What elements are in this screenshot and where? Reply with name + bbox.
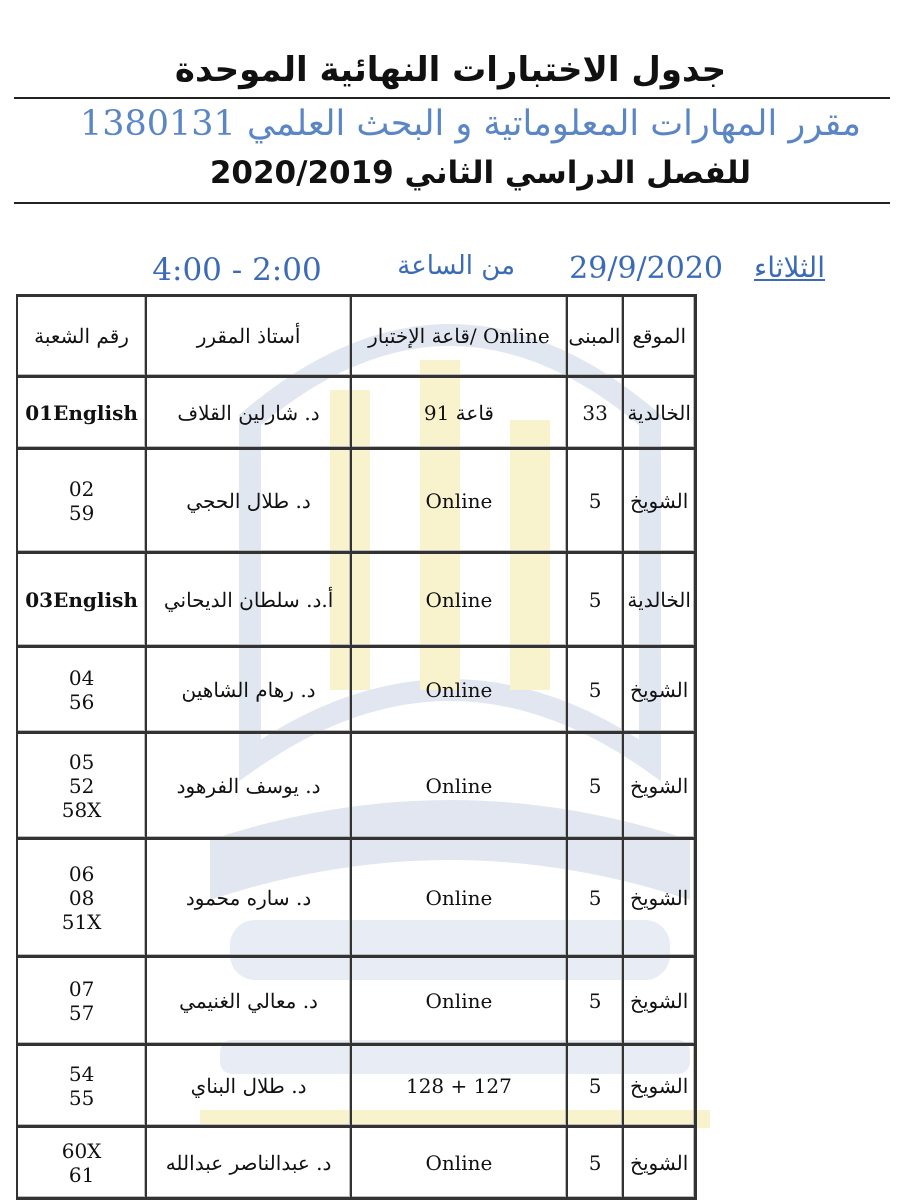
room-cell: Online: [350, 1128, 566, 1200]
building-cell: 5: [566, 1128, 623, 1200]
table-row: [16, 1046, 694, 1128]
header-building: المبنى: [566, 297, 623, 378]
building-cell: 5: [566, 734, 623, 840]
table-row: [16, 958, 694, 1046]
section-cell: 07 57: [16, 958, 145, 1046]
location-cell: الشويخ: [622, 450, 694, 554]
building-cell: 5: [566, 1046, 623, 1128]
header-room: Online /قاعة الإختبار: [350, 297, 566, 378]
instructor-cell: د. طلال البناي: [145, 1046, 350, 1128]
section-cell: 03English: [16, 554, 145, 648]
table-row: [16, 450, 694, 554]
building-cell: 5: [566, 958, 623, 1046]
instructor-cell: د. ساره محمود: [145, 840, 350, 958]
section-cell: 02 59: [16, 450, 145, 554]
building-cell: 5: [566, 450, 623, 554]
exam-schedule-table: [16, 294, 697, 1200]
location-cell: الشويخ: [622, 1046, 694, 1128]
instructor-cell: د. معالي الغنيمي: [145, 958, 350, 1046]
location-cell: الشويخ: [622, 958, 694, 1046]
room-cell: Online: [350, 958, 566, 1046]
exam-time: 4:00 - 2:00: [128, 251, 346, 297]
room-cell: Online: [350, 554, 566, 648]
section-cell: 54 55: [16, 1046, 145, 1128]
table-header-row: [16, 297, 694, 378]
building-cell: 33: [566, 378, 623, 450]
location-cell: الشويخ: [622, 840, 694, 958]
table-row: [16, 554, 694, 648]
course-name: مقرر المهارات المعلوماتية و البحث العلمي 1380131: [79, 104, 861, 144]
location-cell: الخالدية: [622, 554, 694, 648]
instructor-cell: أ.د. سلطان الديحاني: [145, 554, 350, 648]
room-cell: قاعة 91: [350, 378, 566, 450]
header-location: الموقع: [622, 297, 694, 378]
table-row: [16, 648, 694, 734]
exam-day: الثلاثاء: [754, 251, 825, 284]
section-cell: 05 52 58X: [16, 734, 145, 840]
header-divider: [14, 202, 890, 204]
semester-label: للفصل الدراسي الثاني 2020/2019: [209, 155, 751, 191]
section-cell: 60X 61: [16, 1128, 145, 1200]
room-cell: Online: [350, 840, 566, 958]
instructor-cell: د. يوسف الفرهود: [145, 734, 350, 840]
section-cell: 04 56: [16, 648, 145, 734]
instructor-cell: د. رهام الشاهين: [145, 648, 350, 734]
location-cell: الشويخ: [622, 648, 694, 734]
header-section: رقم الشعبة: [16, 297, 145, 378]
page-title: جدول الاختبارات النهائية الموحدة: [174, 50, 727, 90]
table-row: [16, 840, 694, 958]
room-cell: 127 + 128: [350, 1046, 566, 1128]
table-row: [16, 378, 694, 450]
section-cell: 01English: [16, 378, 145, 450]
section-cell: 06 08 51X: [16, 840, 145, 958]
room-cell: Online: [350, 648, 566, 734]
table-row: [16, 1128, 694, 1200]
location-cell: الشويخ: [622, 734, 694, 840]
building-cell: 5: [566, 840, 623, 958]
table-row: [16, 734, 694, 840]
building-cell: 5: [566, 648, 623, 734]
title-divider: [14, 97, 890, 99]
exam-from-label: من الساعة: [397, 251, 515, 281]
building-cell: 5: [566, 554, 623, 648]
exam-date: 29/9/2020: [569, 251, 723, 286]
location-cell: الشويخ: [622, 1128, 694, 1200]
room-cell: Online: [350, 450, 566, 554]
instructor-cell: د. طلال الحجي: [145, 450, 350, 554]
instructor-cell: د. عبدالناصر عبدالله: [145, 1128, 350, 1200]
room-cell: Online: [350, 734, 566, 840]
location-cell: الخالدية: [622, 378, 694, 450]
instructor-cell: د. شارلين القلاف: [145, 378, 350, 450]
header-instructor: أستاذ المقرر: [145, 297, 350, 378]
